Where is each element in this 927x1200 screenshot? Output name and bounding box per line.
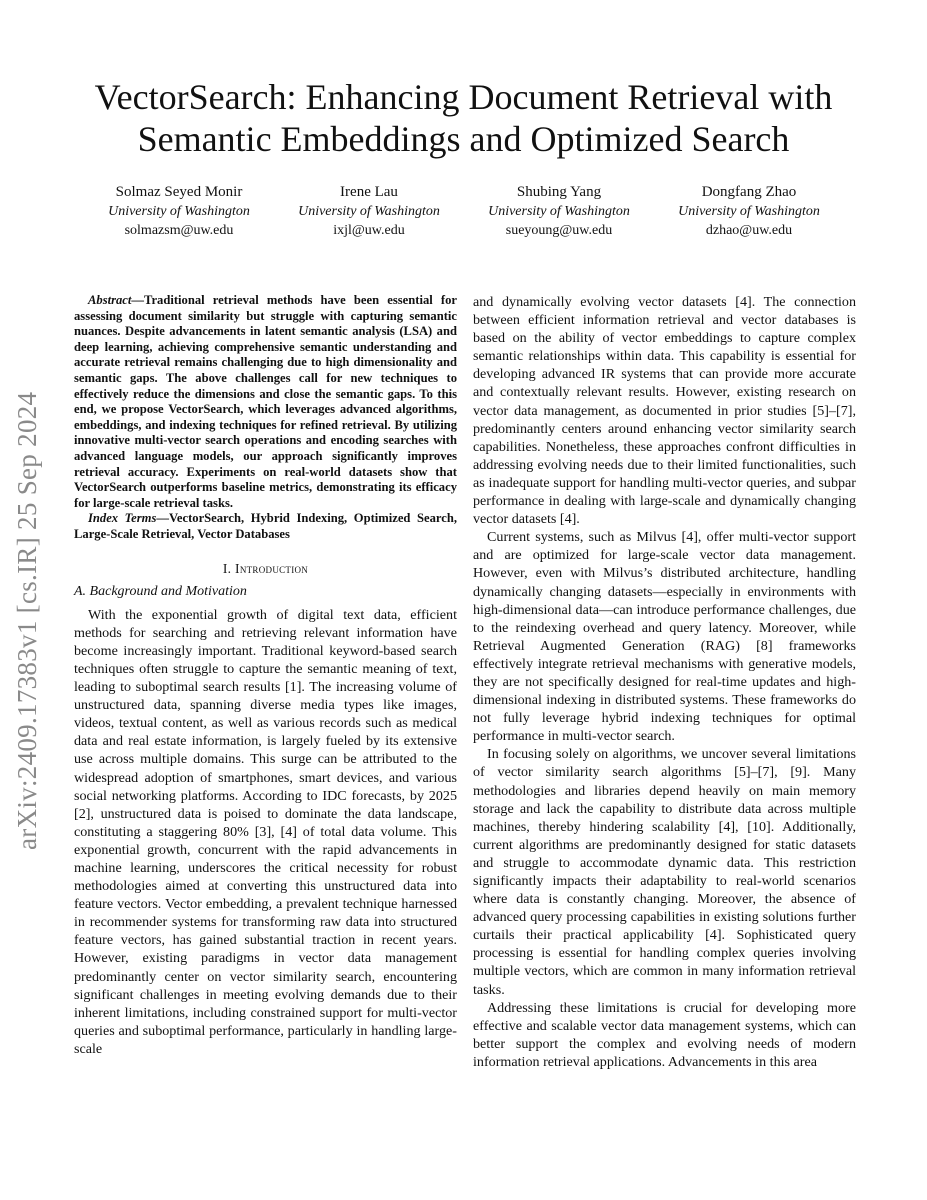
author-block bbox=[654, 183, 844, 240]
author-email: sueyoung@uw.edu bbox=[505, 223, 613, 238]
author-block bbox=[274, 183, 464, 240]
index-terms-lead: Index Terms bbox=[88, 511, 157, 526]
right-column bbox=[473, 293, 856, 1071]
abstract-lead: Abstract bbox=[88, 293, 132, 307]
author-affiliation: University of Washington bbox=[678, 204, 820, 219]
body-paragraph: and dynamically evolving vector datasets [4]. The connection between efficient information retrieval and vector databases is based on the ability of vector embeddings to capture complex semantic relationships within data. This capability is essential for developing advanced IR systems that can provide more accurate and contextually relevant results. However, existing research on vector data management, as documented in prior studies [5]–[7], predominantly centers around enhancing vector similarity search capabilities. Nonetheless, these approaches confront difficulties in addressing evolving needs due to their limited functionalities, such as inadequate support for handling multi-vector queries, and subpar performance in dealing with large-scale and dynamically changing vector datasets [4]. bbox=[473, 294, 856, 528]
author-email: dzhao@uw.edu bbox=[705, 223, 793, 238]
body-paragraph: With the exponential growth of digital text data, efficient methods for searching and retrieving relevant information have become increasingly important. Traditional keyword-based search techniques often struggle to capture the semantic meaning of text, leading to suboptimal search results [1]. The increasing volume of unstructured data, spanning diverse media types like images, videos, textual content, as well as various records such as medical data and real estate information, is largely fueled by its extensive use across multiple domains. This surge can be attributed to the widespread adoption of smartphones, smart devices, and various social networking platforms. According to IDC forecasts, by 2025 [2], unstructured data is poised to dominate the data landscape, constituting a staggering 80% [3], [4] of total data volume. This exponential growth, concurrent with the rapid advancements in machine learning, underscores the critical necessity for robust methodologies aimed at converting this unstructured data into feature vectors. Vector embedding, a prevalent technique harnessed in recommender systems for transforming raw data into structured feature vectors, has gained substantial traction in recent years. However, existing paradigms in vector data management predominantly center on vector similarity search, encountering significant challenges in meeting evolving demands due to their inherent limitations, including constrained support for multi-vector queries and suboptimal performance, particularly in handling large-scale bbox=[74, 606, 457, 1057]
body-paragraph: Current systems, such as Milvus [4], offer multi-vector support and are optimized for large-scale vector data management. However, even with Milvus’s distributed architecture, handling dynamically changing datasets—especially in environments with high-dimensional data—can introduce performance challenges, due to the reindexing overhead and query latency. Moreover, while Retrieval Augmented Generation (RAG) [8] frameworks effectively integrate retrieval mechanisms with generative models, they are not specifically designed for real-time updates and high-dimensional indexing in distributed systems. These frameworks do not fully leverage hybrid indexing techniques for optimal performance in multi-vector search. bbox=[473, 529, 856, 745]
abstract-text: —Traditional retrieval methods have been essential for assessing document similarity but struggle with capturing semantic nuances. Despite advancements in latent semantic analysis (LSA) and deep learning, achieving comprehensive semantic understanding and accurate retrieval remains challenging due to high dimensionality and semantic gaps. The above challenges call for new techniques to effectively reduce the dimensions and close the semantic gaps. To this end, we propose VectorSearch, which leverages advanced algorithms, embeddings, and indexing techniques for refined retrieval. By utilizing innovative multi-vector search operations and encoding searches with advanced language models, our approach significantly improves retrieval accuracy. Experiments on real-world datasets show that VectorSearch outperforms baseline metrics, demonstrating its efficacy for large-scale retrieval tasks. bbox=[74, 293, 457, 510]
abstract bbox=[74, 293, 457, 511]
body-paragraph: In focusing solely on algorithms, we uncover several limitations of vector similarity search algorithms [5]–[7], [9]. Many methodologies and libraries depend heavily on main memory storage and lack the capability to distribute data across multiple machines, thereby hindering scalability [4], [10]. Additionally, current algorithms are predominantly designed for static datasets and struggle to accommodate dynamic data. This restriction significantly impacts their adaptability to real-world scenarios where data is constantly changing. Moreover, the absence of advanced query processing capabilities in existing solutions further curtails their practical applicability [4]. Sophisticated query processing is essential for handling complex queries involving multiple vectors, which are common in many information retrieval tasks. bbox=[473, 746, 856, 998]
author-name: Shubing Yang bbox=[516, 184, 602, 200]
body-paragraph: Addressing these limitations is crucial for developing more effective and scalable vector data management systems, which can better support the complex and evolving needs of modern information retrieval applications. Advancements in this area bbox=[473, 999, 856, 1070]
subsection-heading-background: A. Background and Motivation bbox=[74, 583, 247, 599]
paper-title bbox=[60, 76, 867, 160]
author-name: Irene Lau bbox=[340, 184, 398, 200]
author-affiliation: University of Washington bbox=[108, 204, 250, 219]
section-heading-introduction: I. Introduction bbox=[222, 560, 309, 576]
index-terms bbox=[74, 511, 457, 542]
title-line-1: VectorSearch: Enhancing Document Retrieval with bbox=[94, 77, 833, 117]
title-line-2: Semantic Embeddings and Optimized Search bbox=[137, 119, 790, 159]
index-terms-text: —VectorSearch, Hybrid Indexing, Optimized Search, Large-Scale Retrieval, Vector Databases bbox=[74, 511, 457, 541]
author-list bbox=[84, 183, 844, 240]
left-column bbox=[74, 293, 457, 1058]
author-email: ixjl@uw.edu bbox=[333, 223, 405, 238]
author-affiliation: University of Washington bbox=[298, 204, 440, 219]
author-email: solmazsm@uw.edu bbox=[124, 223, 234, 238]
author-block bbox=[464, 183, 654, 240]
arxiv-identifier-stamp: arXiv:2409.17383v1 [cs.IR] 25 Sep 2024 bbox=[12, 391, 42, 850]
author-name: Dongfang Zhao bbox=[701, 184, 797, 200]
author-block bbox=[84, 183, 274, 240]
author-name: Solmaz Seyed Monir bbox=[115, 184, 243, 200]
author-affiliation: University of Washington bbox=[488, 204, 630, 219]
